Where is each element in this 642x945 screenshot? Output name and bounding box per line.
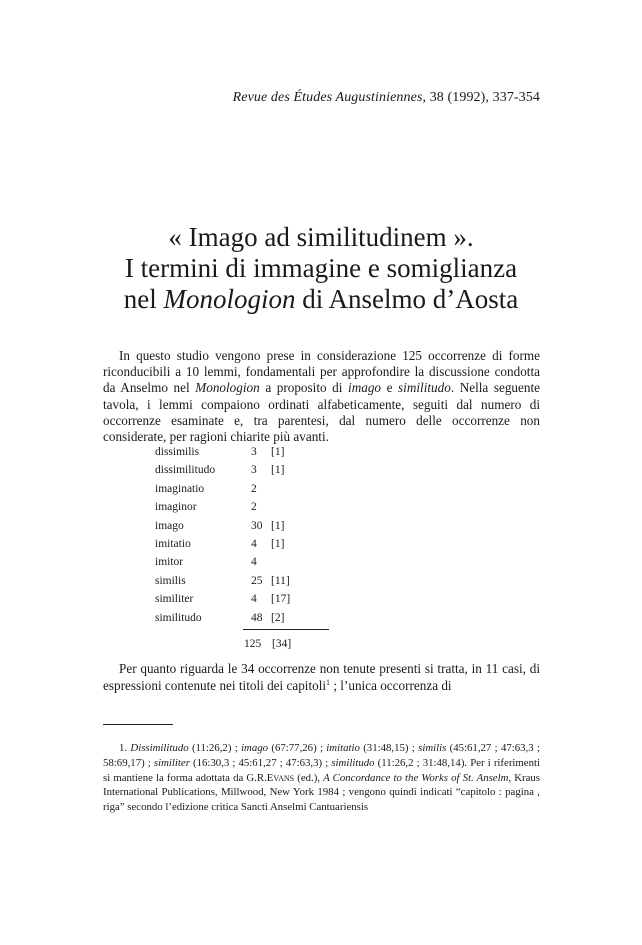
lemma-count: 2 — [251, 501, 257, 514]
lemma-name: dissimilis — [155, 446, 200, 458]
journal-header — [233, 90, 540, 106]
lemma-name: imitatio — [155, 537, 191, 550]
lemma-count: 4 — [251, 537, 257, 550]
lemma-count: 4 — [251, 556, 257, 569]
footnote-1: 1. Dissimilitudo (11:26,2) ; imago (67:77,26) ; imitatio (31:48,15) ; similis (45:61,27 ; 47:63,3 ; 58:69,17) ; similiter (16:30,3 ; 45:61,27 ; 47:63,3) ; similitudo (11:26,2 ; 31:48,14). Per i riferimenti si mantiene la forma adottata da G.R.Evans (ed.), A Concordance to the Works of St. Anselm, Kraus International Publications, Millwood, New York 1984 ; vengono quindi indicati “capitolo : pagina , riga” secondo l’edizione critica Sancti Anselmi Cantuariensis — [103, 742, 540, 814]
lemma-name: imitor — [155, 556, 184, 569]
lemma-name: imaginatio — [155, 482, 205, 495]
lemma-excluded: [1] — [271, 464, 285, 477]
intro-paragraph: In questo studio vengono prese in considerazione 125 occorrenze di forme riconducibili a 10 lemmi, fondamentali per approfondire la discussione condotta da Anselmo nel Monologion a proposito di imago e similitudo. Nella seguente tavola, i lemmi compaiono ordinati alfabeticamente, seguiti dal numero di occorrenze esaminate e, tra parentesi, dal numero delle occorrenze non considerate, per ragioni chiarite più avanti. — [103, 348, 540, 445]
journal-volume-pages: , 38 (1992), 337-354 — [422, 90, 540, 105]
lemma-excluded: [1] — [271, 537, 285, 550]
title-line-1: « Imago ad similitudinem ». — [168, 222, 474, 252]
lemma-count: 3 — [251, 464, 257, 477]
title-monologion: Monologion — [163, 284, 296, 314]
footnote-ref-1[interactable]: 1 — [326, 677, 331, 687]
lemma-name: dissimilitudo — [155, 464, 216, 477]
total-excluded: [34] — [272, 638, 292, 650]
title-line-2: I termini di immagine e somiglianza — [124, 253, 518, 283]
body-paragraph: Per quanto riguarda le 34 occorrenze non tenute presenti si tratta, in 11 casi, di espressioni contenute nei titoli dei capitoli$^1$ ; l’unica occorrenza di — [103, 661, 540, 693]
lemma-name: imaginor — [155, 501, 197, 514]
lemma-excluded: [17] — [271, 593, 291, 606]
lemma-name: imago — [155, 519, 184, 532]
lemma-excluded: [11] — [271, 574, 290, 587]
lemma-excluded: [1] — [271, 446, 285, 458]
journal-title: Revue des Études Augustiniennes — [232, 90, 423, 105]
lemma-count: 2 — [251, 482, 257, 495]
lemma-excluded: [1] — [271, 519, 285, 532]
lemma-name: similis — [155, 574, 186, 587]
title-line-3: nel Monologion di Anselmo d’Aosta — [123, 284, 519, 314]
lemma-count: 25 — [251, 574, 263, 587]
lemma-count: 3 — [251, 446, 257, 458]
lemma-count: 30 — [251, 519, 263, 532]
lemma-name: similiter — [155, 593, 194, 606]
lemma-count: 48 — [251, 611, 263, 624]
table-total-rule — [243, 629, 329, 630]
footnote-rule — [103, 724, 173, 725]
table-total-row — [155, 638, 355, 656]
article-title — [100, 222, 542, 315]
lemma-count: 4 — [251, 593, 257, 606]
lemma-name: similitudo — [155, 611, 202, 624]
total-count: 125 — [244, 638, 262, 650]
lemma-excluded: [2] — [271, 611, 285, 624]
